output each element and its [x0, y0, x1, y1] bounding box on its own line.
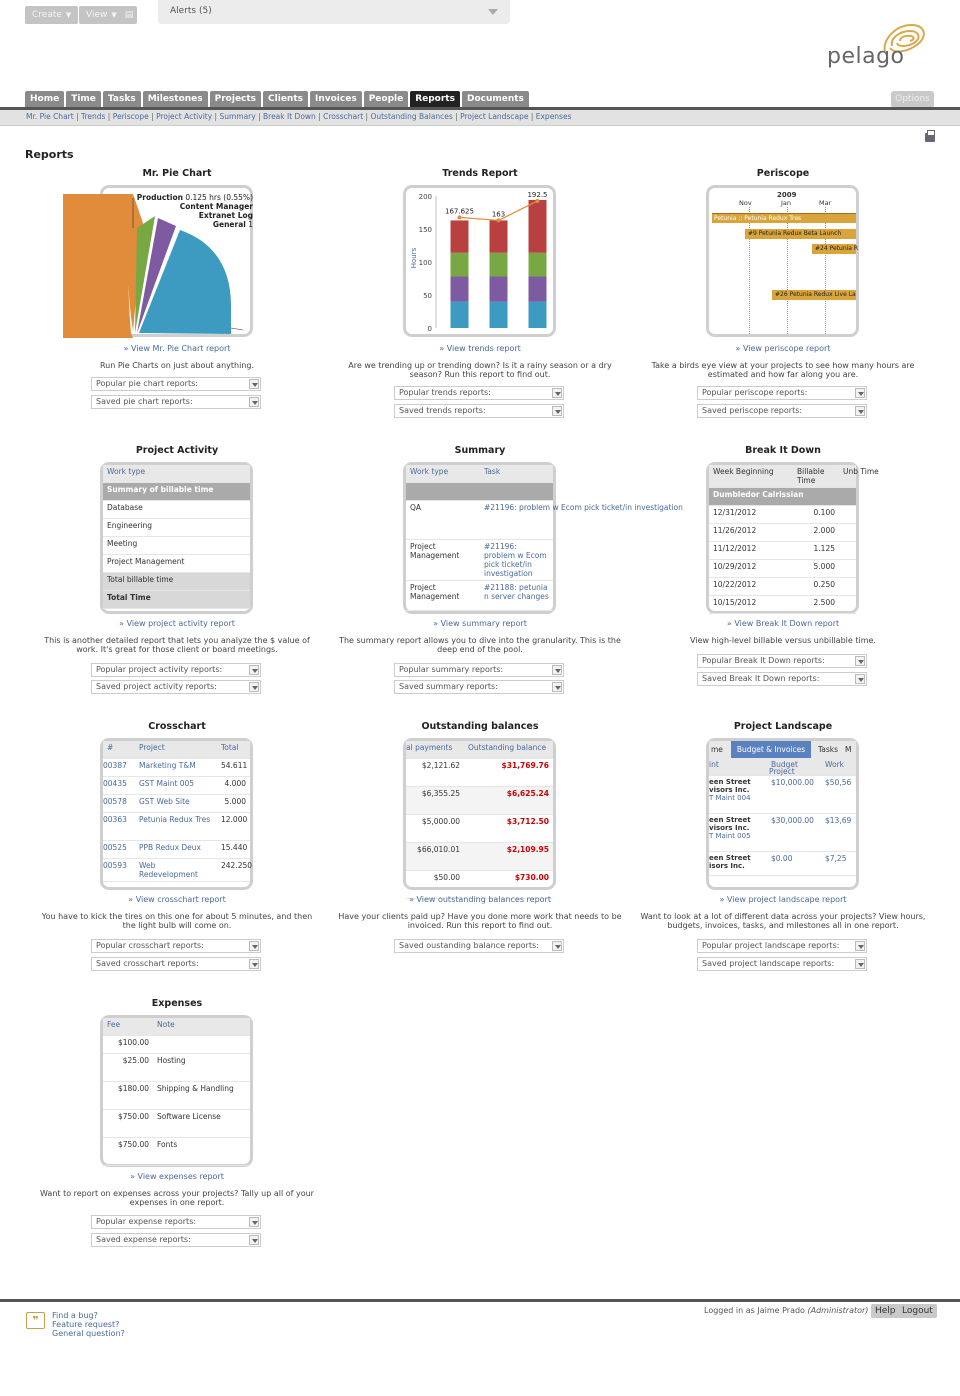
- view-button[interactable]: View ▼: [79, 6, 124, 24]
- card-description: Have your clients paid up? Have you done more work that needs to be invoiced. Run this report to find out.: [338, 912, 622, 930]
- print-icon[interactable]: [925, 133, 935, 142]
- table-cell: $50.00: [406, 870, 464, 898]
- create-button[interactable]: Create ▼: [25, 6, 78, 24]
- popular-reports-select[interactable]: Popular summary reports:: [394, 663, 564, 677]
- card-project-landscape: [632, 721, 934, 968]
- y-tick-label: 100: [418, 259, 432, 267]
- trend-point: [458, 215, 462, 219]
- table-cell: 5.000: [793, 560, 839, 578]
- card-title: Expenses: [151, 998, 203, 1009]
- logged-in-status: Logged in as Jaime Prado (Administrator): [704, 1306, 869, 1315]
- table-row: Project Management: [103, 554, 250, 572]
- view-report-link[interactable]: » View trends report: [439, 344, 521, 353]
- table-cell: 54.611: [217, 758, 250, 776]
- subnav-link-break-it-down[interactable]: Break It Down: [263, 112, 316, 121]
- bar-segment: [490, 220, 508, 252]
- chevron-down-icon: [552, 388, 562, 398]
- saved-reports-select[interactable]: Saved project activity reports:: [91, 680, 261, 694]
- table-cell: 2.500: [793, 596, 839, 614]
- view-report-link[interactable]: » View expenses report: [130, 1172, 224, 1181]
- pie-chart-thumbnail[interactable]: [100, 185, 253, 337]
- chevron-down-icon: [552, 665, 562, 675]
- chevron-down-icon: [552, 682, 562, 692]
- tab-name[interactable]: me: [711, 745, 723, 754]
- table-cell: [153, 1035, 250, 1053]
- table-cell: Shipping & Handling: [153, 1081, 250, 1109]
- card-description: View high-level billable versus unbillable time.: [690, 636, 876, 645]
- card-title: Mr. Pie Chart: [142, 168, 212, 179]
- periscope-month: Mar: [819, 199, 832, 207]
- bar-segment: [529, 277, 547, 302]
- task-link[interactable]: #21196: problem w Ecom pick ticket/in investigation: [480, 500, 553, 539]
- pie-slice: [63, 194, 133, 338]
- card-title: Project Activity: [135, 445, 219, 456]
- data-label: 163: [491, 210, 506, 219]
- table-cell: $750.00: [103, 1137, 153, 1165]
- table-cell[interactable]: 00387: [103, 758, 135, 776]
- chevron-down-icon: [249, 379, 259, 389]
- column-header: Total: [217, 741, 250, 758]
- view-report-link[interactable]: » View project landscape report: [719, 895, 847, 904]
- periscope-thumbnail[interactable]: [706, 185, 859, 337]
- table-cell: 0.100: [793, 506, 839, 524]
- table-cell: een Street visors Inc. T Maint 005: [709, 813, 771, 851]
- column-header: #: [103, 741, 135, 758]
- table-row: Database: [103, 500, 250, 518]
- periscope-month: Nov: [739, 199, 752, 207]
- chevron-down-icon: [855, 656, 865, 666]
- popular-reports-select[interactable]: Popular pie chart reports:: [91, 377, 261, 391]
- table-cell: 11/12/2012: [709, 542, 793, 560]
- trend-point: [497, 218, 501, 222]
- table-cell: Hosting: [153, 1053, 250, 1081]
- tab-reports[interactable]: Reports: [410, 91, 460, 108]
- column-header: Fee: [103, 1018, 153, 1035]
- table-cell: $0.00: [771, 851, 821, 875]
- table-cell: Software License: [153, 1109, 250, 1137]
- table-cell: $25.00: [103, 1053, 153, 1081]
- activity-table: [103, 465, 250, 609]
- saved-reports-select[interactable]: Saved periscope reports:: [697, 404, 867, 418]
- saved-reports-select[interactable]: Saved expense reports:: [91, 1233, 261, 1247]
- milestone-bar: #9 Petunia Redux Beta Launch: [745, 229, 856, 239]
- total-row: Total billable time: [103, 572, 250, 590]
- chevron-down-icon: [488, 9, 498, 15]
- table-cell: $2,121.62: [406, 758, 464, 786]
- expenses-thumbnail[interactable]: [100, 1015, 253, 1167]
- card-pie-chart: [26, 168, 328, 406]
- table-cell: 5.000: [217, 794, 250, 812]
- card-trends: [329, 168, 631, 415]
- project-timeline-bar: Petunia :: Petunia Redux Tres: [712, 213, 856, 223]
- card-title: Break It Down: [745, 445, 821, 456]
- bar-segment: [529, 302, 547, 328]
- chevron-down-icon: [855, 941, 865, 951]
- card-description: Take a birds eye view at your projects to see how many hours are estimated and how far along you are.: [651, 361, 915, 379]
- tab-budget-invoices[interactable]: Budget & Invoices: [731, 741, 811, 758]
- saved-reports-select[interactable]: Saved crosschart reports:: [91, 957, 261, 971]
- tab-invoices[interactable]: Invoices: [310, 91, 362, 108]
- subnav-link-periscope[interactable]: Periscope: [112, 112, 149, 121]
- bar-segment: [451, 253, 469, 277]
- table-cell: 242.250: [217, 858, 250, 881]
- page-title: Reports: [25, 148, 74, 161]
- landscape-tabs: [709, 741, 856, 758]
- balance-cell: $2,109.95: [464, 842, 553, 870]
- tab-projects[interactable]: Projects: [210, 91, 261, 108]
- tab-milestones[interactable]: Milestones: [143, 91, 208, 108]
- balance-cell: $3,712.50: [464, 814, 553, 842]
- summary-table: [406, 465, 683, 611]
- column-header: Billable Time: [793, 465, 839, 488]
- card-summary: [329, 445, 683, 691]
- balance-cell: $730.00: [464, 870, 553, 898]
- card-break-it-down: [632, 445, 934, 683]
- chevron-down-icon: [855, 674, 865, 684]
- card-title: Trends Report: [442, 168, 518, 179]
- y-tick-label: 0: [427, 325, 432, 333]
- periscope-month: Jan: [781, 199, 792, 207]
- pie-legend: [133, 193, 253, 229]
- table-cell: een Street visors Inc. T Maint 004: [709, 775, 771, 813]
- chevron-down-icon: [855, 388, 865, 398]
- group-row: [480, 482, 553, 500]
- data-label: 167.625: [445, 207, 474, 216]
- chevron-down-icon: [552, 941, 562, 951]
- card-description: You have to kick the tires on this one for about 5 minutes, and then the light bulb will come on.: [41, 912, 313, 930]
- bar-segment: [451, 277, 469, 302]
- table-cell: 1.125: [793, 542, 839, 560]
- trends-chart: [406, 188, 553, 334]
- card-periscope: [632, 168, 934, 415]
- popular-reports-select[interactable]: Popular expense reports:: [91, 1215, 261, 1229]
- saved-reports-select[interactable]: Saved summary reports:: [394, 680, 564, 694]
- table-cell: $100.00: [103, 1035, 153, 1053]
- tab-documents[interactable]: Documents: [462, 91, 529, 108]
- subnav-link-project-activity[interactable]: Project Activity: [156, 112, 213, 121]
- table-cell: $66,010.01: [406, 842, 464, 870]
- chevron-down-icon: [249, 682, 259, 692]
- subnav-link-outstanding-balances[interactable]: Outstanding Balances: [370, 112, 453, 121]
- table-cell[interactable]: 00593: [103, 858, 135, 881]
- column-header: Project: [769, 767, 795, 776]
- table-cell: 10/22/2012: [709, 578, 793, 596]
- table-cell: $13,69: [821, 813, 856, 851]
- table-cell: 12.000: [217, 812, 250, 840]
- view-report-link[interactable]: » View Mr. Pie Chart report: [123, 344, 231, 353]
- legend-entry: General: [212, 220, 246, 229]
- popular-reports-select[interactable]: Popular periscope reports:: [697, 386, 867, 400]
- outstanding-balances-thumbnail[interactable]: [403, 738, 556, 890]
- card-description: Want to report on expenses across your projects? Tally up all of your expenses in one report.: [40, 1189, 314, 1207]
- group-row: Dumbledor Calrissian: [709, 488, 856, 506]
- card-expenses: [26, 998, 328, 1244]
- table-cell: QA: [406, 500, 480, 539]
- find-bug-link[interactable]: Find a bug?: [52, 1311, 98, 1320]
- view-report-link[interactable]: » View project activity report: [119, 619, 235, 628]
- chevron-down-icon: [552, 406, 562, 416]
- notes-icon[interactable]: ▤: [121, 6, 137, 24]
- subnav-link-project-landscape[interactable]: Project Landscape: [460, 112, 529, 121]
- bar-segment: [490, 253, 508, 277]
- table-cell: 2.000: [793, 524, 839, 542]
- general-question-link[interactable]: General question?: [52, 1329, 125, 1338]
- bar-segment: [451, 302, 469, 328]
- card-title: Summary: [454, 445, 506, 456]
- legend-entry: Production: [136, 193, 183, 202]
- crosschart-thumbnail[interactable]: [100, 738, 253, 890]
- table-cell: $10,000.00: [771, 775, 821, 813]
- tab-people[interactable]: People: [364, 91, 409, 108]
- table-cell: 15.440: [217, 840, 250, 858]
- table-cell: 4.000: [217, 776, 250, 794]
- table-cell: $30,000.00: [771, 813, 821, 851]
- card-title: Crosschart: [148, 721, 206, 732]
- tab-tasks[interactable]: Tasks: [817, 745, 839, 754]
- chevron-down-icon: [855, 959, 865, 969]
- feature-request-link[interactable]: Feature request?: [52, 1320, 120, 1329]
- project-link[interactable]: Web Redevelopment: [135, 858, 217, 881]
- table-cell: Project Management: [406, 539, 480, 580]
- project-link[interactable]: GST Maint 005: [135, 776, 217, 794]
- logout-button[interactable]: Logout: [898, 1304, 937, 1318]
- saved-reports-select[interactable]: Saved oustanding balance reports:: [394, 939, 564, 953]
- column-header: Work type: [406, 465, 480, 482]
- table-row: Meeting: [103, 536, 250, 554]
- table-cell: 11/26/2012: [709, 524, 793, 542]
- crosschart-table: [103, 741, 253, 882]
- table-cell: $7,25: [821, 851, 856, 875]
- table-cell[interactable]: 00525: [103, 840, 135, 858]
- main-nav: [25, 91, 529, 108]
- summary-thumbnail[interactable]: [403, 462, 683, 614]
- card-title: Outstanding balances: [421, 721, 539, 732]
- legend-value: 0.125 hrs (0.55%): [185, 193, 253, 202]
- table-cell: $50,56: [821, 775, 856, 813]
- card-project-activity: [26, 445, 328, 691]
- milestone-bar: #24 Petunia R: [812, 244, 856, 254]
- table-cell: Project Management: [406, 580, 480, 610]
- chevron-down-icon: [249, 959, 259, 969]
- project-landscape-thumbnail[interactable]: [706, 738, 859, 890]
- legend-value: 1: [248, 220, 253, 229]
- view-report-link[interactable]: » View Break It Down report: [726, 619, 840, 628]
- popular-reports-select[interactable]: Popular project landscape reports:: [697, 939, 867, 953]
- data-label: 192.5: [527, 190, 548, 199]
- project-link[interactable]: PPB Redux Deux: [135, 840, 217, 858]
- column-header: Budget: [771, 758, 821, 775]
- report-subnav: Mr. Pie Chart | Trends | Periscope | Project Activity | Summary | Break It Down | Crosschart | Outstanding Balances | Project Landscape | Expenses: [0, 110, 960, 126]
- table-cell: $750.00: [103, 1109, 153, 1137]
- subnav-link-expenses[interactable]: Expenses: [535, 112, 572, 121]
- table-cell: $6,355.25: [406, 786, 464, 814]
- card-title: Project Landscape: [733, 721, 833, 732]
- footer-links: [52, 1311, 125, 1338]
- table-cell: 12/31/2012: [709, 506, 793, 524]
- table-row: Engineering: [103, 518, 250, 536]
- card-description: Are we trending up or trending down? Is it a rainy season or a dry season? Run this report to find out.: [348, 361, 612, 379]
- bar-segment: [529, 200, 547, 253]
- trends-chart-thumbnail[interactable]: [403, 185, 556, 337]
- table-cell: 10/29/2012: [709, 560, 793, 578]
- bar-segment: [529, 253, 547, 277]
- bar-segment: [490, 302, 508, 328]
- subnav-link-summary[interactable]: Summary: [219, 112, 256, 121]
- subnav-link-mr-pie-chart[interactable]: Mr. Pie Chart: [26, 112, 74, 121]
- footer-divider: [0, 1299, 960, 1302]
- project-activity-thumbnail[interactable]: [100, 462, 253, 614]
- saved-reports-select[interactable]: Saved trends reports:: [394, 404, 564, 418]
- column-header: Project: [135, 741, 217, 758]
- card-crosschart: [26, 721, 328, 968]
- table-cell[interactable]: 00578: [103, 794, 135, 812]
- legend-entry: Content Manager: [179, 202, 253, 211]
- view-report-link[interactable]: » View outstanding balances report: [409, 895, 551, 904]
- table-cell: $5,000.00: [406, 814, 464, 842]
- saved-reports-select[interactable]: Saved Break It Down reports:: [697, 672, 867, 686]
- help-button[interactable]: Help: [871, 1304, 900, 1318]
- card-description: Run Pie Charts on just about anything.: [99, 361, 254, 370]
- bar-segment: [451, 220, 469, 252]
- popular-reports-select[interactable]: Popular Break It Down reports:: [697, 654, 867, 668]
- y-tick-label: 150: [418, 226, 432, 234]
- task-link[interactable]: #21188: petunia n server changes: [480, 580, 553, 610]
- saved-reports-select[interactable]: Saved pie chart reports:: [91, 395, 261, 409]
- chevron-down-icon: [249, 941, 259, 951]
- breakdown-table: [709, 465, 879, 614]
- column-header: int: [709, 758, 771, 775]
- table-cell[interactable]: 00435: [103, 776, 135, 794]
- chevron-down-icon: [855, 406, 865, 416]
- popular-reports-select[interactable]: Popular trends reports:: [394, 386, 564, 400]
- column-header: al payments: [406, 741, 464, 758]
- card-description: Want to look at a lot of different data across your projects? View hours, budgets, invoices, tasks, and milestones all in one report.: [640, 912, 926, 930]
- pelago-logo-text: pelago: [827, 44, 905, 69]
- task-link[interactable]: #21196: problem w Ecom pick ticket/in investigation: [480, 539, 553, 580]
- subnav-link-trends[interactable]: Trends: [80, 112, 106, 121]
- trend-point: [536, 199, 540, 203]
- card-outstanding-balances: [329, 721, 631, 950]
- break-it-down-thumbnail[interactable]: [706, 462, 879, 614]
- chevron-down-icon: [249, 1235, 259, 1245]
- balance-cell: $6,625.24: [464, 786, 553, 814]
- column-header: Outstanding balance: [464, 741, 553, 758]
- table-cell[interactable]: 00363: [103, 812, 135, 840]
- bar-segment: [490, 277, 508, 302]
- chevron-down-icon: [249, 397, 259, 407]
- periscope-year: 2009: [777, 191, 797, 199]
- tab-clients[interactable]: Clients: [263, 91, 308, 108]
- tab-time[interactable]: Time: [66, 91, 101, 108]
- chevron-down-icon: [249, 665, 259, 675]
- popular-reports-select[interactable]: Popular project activity reports:: [91, 663, 261, 677]
- column-header: Work type: [103, 465, 250, 482]
- y-tick-label: 50: [423, 292, 432, 300]
- group-row: Summary of billable time: [103, 482, 250, 500]
- column-header: Week Beginning: [709, 465, 793, 488]
- balance-cell: $31,769.76: [464, 758, 553, 786]
- total-row: Total Time: [103, 590, 250, 608]
- card-description: The summary report allows you to dive into the granularity. This is the deep end of the pool.: [339, 636, 621, 654]
- table-cell: $180.00: [103, 1081, 153, 1109]
- column-header: Note: [153, 1018, 250, 1035]
- card-description: This is another detailed report that lets you analyze the $ value of work. It's great for those client or board meetings.: [44, 636, 310, 654]
- options-button[interactable]: Options: [891, 91, 934, 108]
- project-link[interactable]: Marketing T&M: [135, 758, 217, 776]
- expenses-table: [103, 1018, 250, 1166]
- project-link[interactable]: GST Web Site: [135, 794, 217, 812]
- tab-tasks[interactable]: Tasks: [103, 91, 141, 108]
- milestone-bar: #26 Petunia Redux Live La: [772, 290, 856, 300]
- alerts-dropdown[interactable]: Alerts (5): [158, 0, 510, 24]
- popular-reports-select[interactable]: Popular crosschart reports:: [91, 939, 261, 953]
- table-cell: Fonts: [153, 1137, 250, 1165]
- table-cell: 0.250: [793, 578, 839, 596]
- view-report-link[interactable]: » View summary report: [433, 619, 527, 628]
- view-report-link[interactable]: » View crosschart report: [128, 895, 226, 904]
- tab-milestones[interactable]: M: [845, 745, 852, 754]
- subnav-link-crosschart[interactable]: Crosschart: [323, 112, 364, 121]
- tab-home[interactable]: Home: [25, 91, 64, 108]
- view-report-link[interactable]: » View periscope report: [735, 344, 831, 353]
- group-row: [406, 482, 480, 500]
- project-link[interactable]: Petunia Redux Tres: [135, 812, 217, 840]
- y-axis-label: Hours: [410, 247, 418, 269]
- card-title: Periscope: [756, 168, 810, 179]
- saved-reports-select[interactable]: Saved project landscape reports:: [697, 957, 867, 971]
- y-tick-label: 200: [418, 193, 432, 201]
- balances-table: [406, 741, 553, 899]
- column-header: Task: [480, 465, 553, 482]
- quote-icon[interactable]: ❞: [26, 1312, 45, 1329]
- chevron-down-icon: [249, 1217, 259, 1227]
- table-cell: een Street isors Inc.: [709, 851, 771, 875]
- legend-entry: Extranet Log: [198, 211, 253, 220]
- table-cell: 10/15/2012: [709, 596, 793, 614]
- column-header: Unb Time: [839, 465, 856, 488]
- column-header: Work: [821, 758, 856, 775]
